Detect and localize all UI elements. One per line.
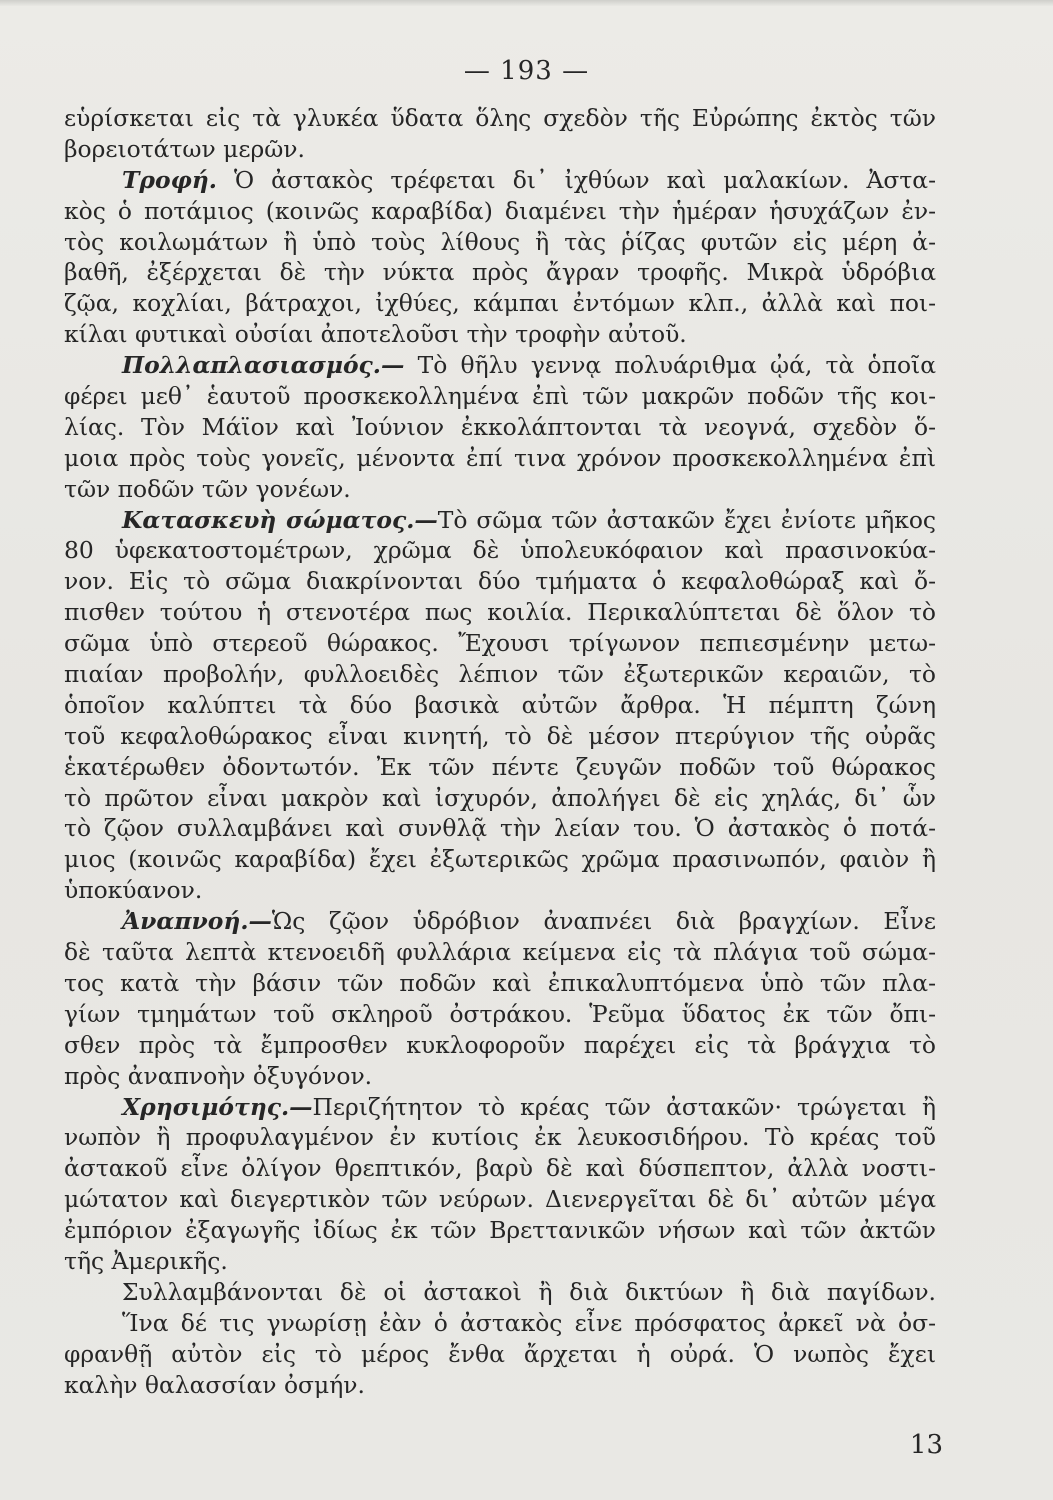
text-line: τος κατὰ τὴν βάσιν τῶν ποδῶν καὶ ἐπικαλυπτόμενα ὑπὸ τῶν πλα- [64,968,936,997]
text-run: Ὁ ἀστακὸς τρέφεται δι᾽ ἰχθύων καὶ μαλακίων. Ἀστα- [233,165,936,194]
text-line [64,350,936,381]
text-run: Περιζήτητον τὸ κρέας τῶν ἀστακῶν· τρώγεται ἢ [312,1092,936,1121]
paragraph-anapnoi [64,906,936,1091]
section-heading: Χρησιμότης.— [122,1092,313,1121]
text-line: τὸ πρῶτον εἶναι μακρὸν καὶ ἰσχυρόν, ἀπολήγει δὲ εἰς χηλάς, δι᾽ ὧν [64,783,936,812]
text-line: Ἵνα δέ τις γνωρίσῃ ἐὰν ὁ ἀστακὸς εἶνε πρόσφατος ἀρκεῖ νὰ ὀσ- [122,1308,936,1337]
paragraph-trofi [64,165,936,350]
text-line: κίλαι φυτικαὶ οὐσίαι ἀποτελοῦσι τὴν τροφὴν αὐτοῦ. [64,320,687,349]
text-line: τοῦ κεφαλοθώρακος εἶναι κινητή, τὸ δὲ μέσον πτερύγιον τῆς οὐρᾶς [64,721,936,750]
text-line [64,1092,936,1123]
text-line: σθεν πρὸς τὰ ἔμπροσθεν κυκλοφοροῦν παρέχει εἰς τὰ βράγχια τὸ [64,1030,936,1059]
paragraph-gnorisi [64,1308,936,1401]
text-line: βαθῆ, ἐξέρχεται δὲ τὴν νύκτα πρὸς ἄγραν τροφῆς. Μικρὰ ὑδρόβια [64,258,936,287]
text-line: τῆς Ἀμερικῆς. [64,1246,228,1275]
text-line: πιαίαν προβολήν, φυλλοειδὲς λέπιον τῶν ἐξωτερικῶν κεραιῶν, τὸ [64,660,936,689]
paragraph-intro [64,103,936,165]
text-line: γίων τμημάτων τοῦ σκληροῦ ὀστράκου. Ῥεῦμα ὕδατος ἐκ τῶν ὄπι- [64,999,936,1028]
text-line: δὲ ταῦτα λεπτὰ κτενοειδῆ φυλλάρια κείμενα εἰς τὰ πλάγια τοῦ σώμα- [64,938,936,967]
text-line: φρανθῇ αὐτὸν εἰς τὸ μέρος ἔνθα ἄρχεται ἡ οὐρά. Ὁ νωπὸς ἔχει [64,1339,936,1368]
text-line: πισθεν τούτου ἡ στενοτέρα πως κοιλία. Περικαλύπτεται δὲ ὅλον τὸ [64,598,936,627]
text-line: Συλλαμβάνονται δὲ οἱ ἀστακοὶ ἢ διὰ δικτύων ἢ διὰ παγίδων. [122,1277,936,1306]
text-run: Τὸ σῶμα τῶν ἀστακῶν ἔχει ἐνίοτε μῆκος [437,505,936,534]
text-line: ἀστακοῦ εἶνε ὀλίγον θρεπτικόν, βαρὺ δὲ καὶ δύσπεπτον, ἀλλὰ νοστι- [64,1154,936,1183]
page-number: — 193 — [463,56,590,86]
text-line: φέρει μεθ᾽ ἑαυτοῦ προσκεκολλημένα ἐπὶ τῶν μακρῶν ποδῶν τῆς κοι- [64,382,936,411]
text-line: βορειοτάτων μερῶν. [64,134,305,163]
text-line: πρὸς ἀναπνοὴν ὀξυγόνον. [64,1061,373,1090]
text-line: σῶμα ὑπὸ στερεοῦ θώρακος. Ἔχουσι τρίγωνον πεπιεσμένην μετω- [64,629,936,658]
text-line: μώτατον καὶ διεγερτικὸν τῶν νεύρων. Διενεργεῖται δὲ δι᾽ αὐτῶν μέγα [64,1185,936,1214]
text-line: μιος (κοινῶς καραβίδα) ἔχει ἐξωτερικῶς χρῶμα πρασινωπόν, φαιὸν ἢ [64,845,936,874]
paragraph-chrisimotis [64,1092,936,1277]
paragraph-kataskevi [64,505,936,907]
text-line: εὑρίσκεται εἰς τὰ γλυκέα ὕδατα ὅλης σχεδὸν τῆς Εὐρώπης ἐκτὸς τῶν [64,104,936,132]
text-line: νωπὸν ἢ προφυλαγμένον ἐν κυτίοις ἐκ λευκοσιδήρου. Τὸ κρέας τοῦ [64,1123,936,1152]
text-line: τὸ ζῷον συλλαμβάνει καὶ συνθλᾷ τὴν λείαν του. Ὁ ἀστακὸς ὁ ποτά- [64,814,936,843]
text-line: κὸς ὁ ποτάμιος (κοινῶς καραβίδα) διαμένει τὴν ἡμέραν ἡσυχάζων ἐν- [64,196,936,225]
text-line: ἐμπόριον ἐξαγωγῆς ἰδίως ἐκ τῶν Βρεττανικῶν νήσων καὶ τῶν ἀκτῶν [64,1216,936,1245]
section-heading: Ἀναπνοή.— [122,907,272,936]
body-text [64,103,936,1400]
section-heading: Κατασκευὴ σώματος.— [122,505,438,534]
section-heading: Τροφή. [122,165,217,194]
text-run: Τὸ θῆλυ γεννᾳ πολυάριθμα ᾠά, τὰ ὁποῖα [417,351,936,380]
text-line: ὁποῖον καλύπτει τὰ δύο βασικὰ αὐτῶν ἄρθρα. Ἡ πέμπτη ζώνη [64,690,936,719]
text-line: ὑποκύανον. [64,876,203,905]
text-line: ἑκατέρωθεν ὀδοντωτόν. Ἐκ τῶν πέντε ζευγῶν ποδῶν τοῦ θώρακος [64,752,936,781]
section-heading: Πολλαπλασιασμός.— [122,351,405,380]
text-line [64,505,936,536]
text-line: μοια πρὸς τοὺς γονεῖς, μένοντα ἐπί τινα χρόνον προσκεκολλημένα ἐπὶ [64,443,936,472]
page-top-edge [0,0,1053,6]
paragraph-syllamvanontai [64,1277,936,1308]
text-line: λίας. Τὸν Μάϊον καὶ Ἰούνιον ἐκκολάπτονται τὰ νεογνά, σχεδὸν ὅ- [64,412,936,441]
text-run: Ὡς ζῷον ὑδρόβιον ἀναπνέει διὰ βραγχίων. Εἶνε [271,907,936,936]
text-line [64,906,936,937]
paragraph-pollaplasiasmos [64,350,936,504]
text-line: 80 ὑφεκατοστομέτρων, χρῶμα δὲ ὑπολευκόφαιον καὶ πρασινοκύα- [64,536,936,565]
text-line: νον. Εἰς τὸ σῶμα διακρίνονται δύο τμήματα ὁ κεφαλοθώραξ καὶ ὄ- [64,567,936,596]
text-line: τὸς κοιλωμάτων ἢ ὑπὸ τοὺς λίθους ἢ τὰς ῥίζας φυτῶν εἰς μέρη ἀ- [64,227,936,256]
text-line: ζῷα, κοχλίαι, βάτραχοι, ἰχθύες, κάμπαι ἐντόμων κλπ., ἀλλὰ καὶ ποι- [64,289,936,318]
text-line: καλὴν θαλασσίαν ὀσμήν. [64,1370,365,1399]
signature-mark: 13 [909,1430,943,1460]
text-line [64,165,936,196]
text-line: τῶν ποδῶν τῶν γονέων. [64,474,351,503]
